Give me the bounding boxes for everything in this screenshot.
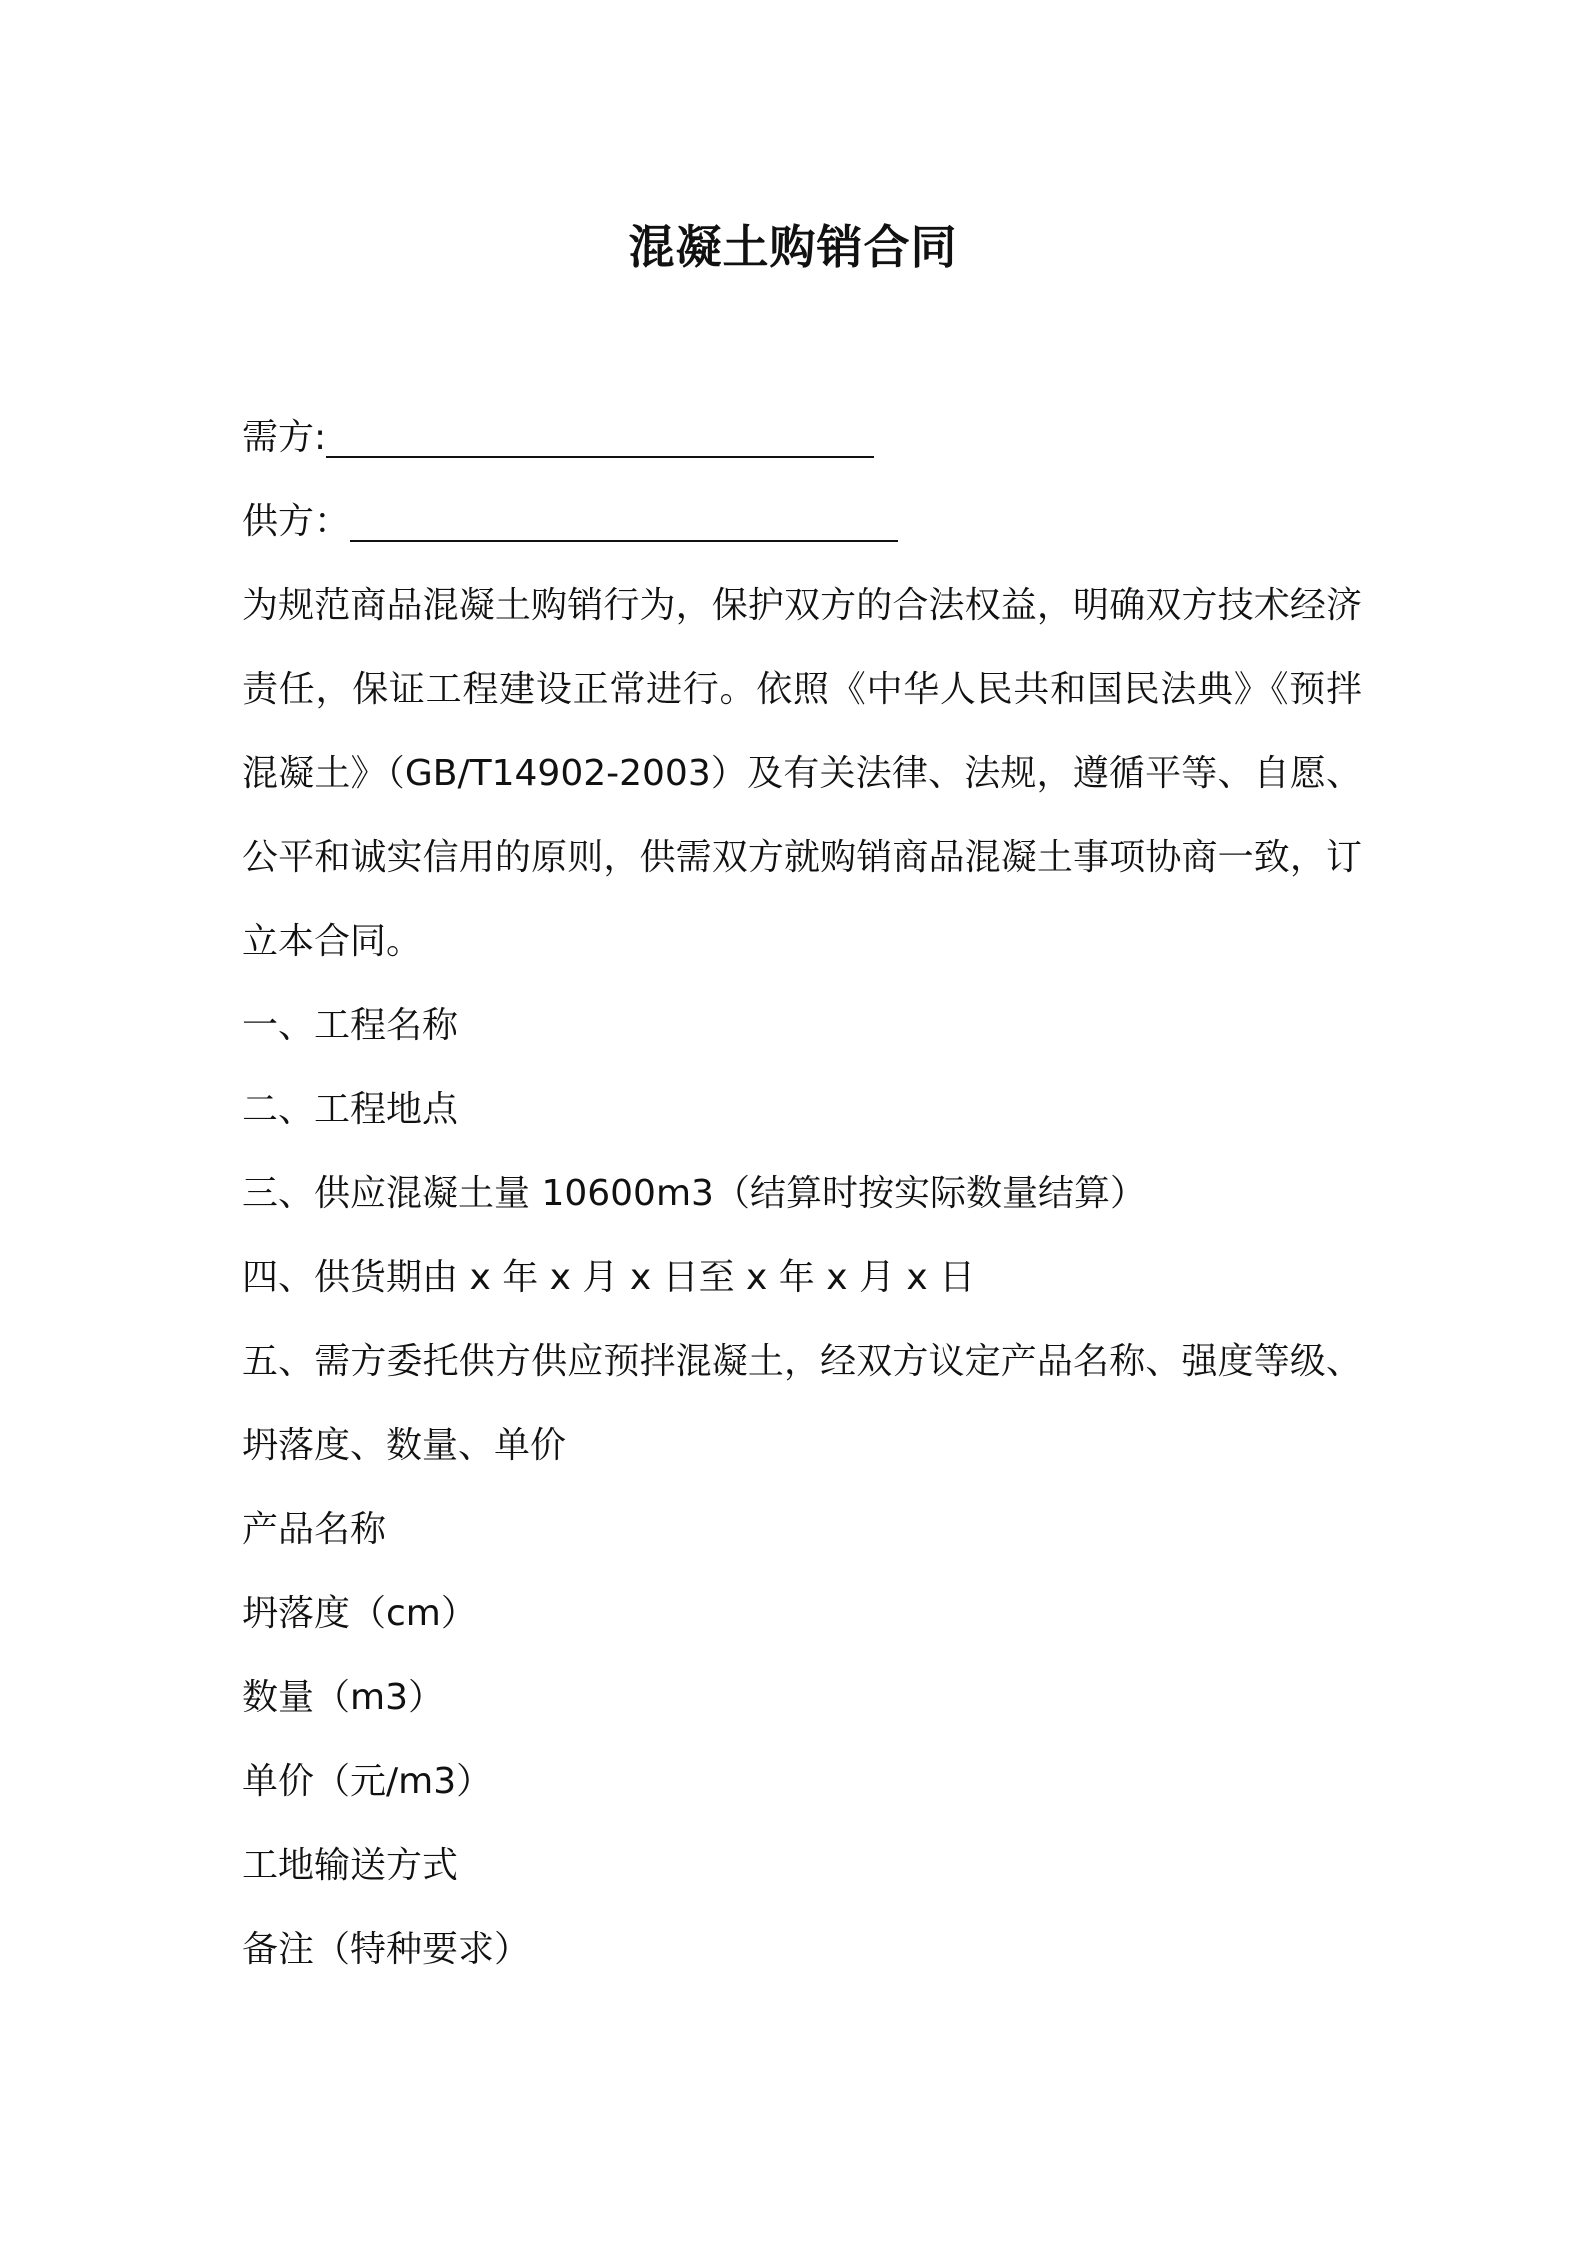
demand-party-blank	[326, 396, 874, 458]
field-product-name: 产品名称	[242, 1509, 387, 1550]
field-delivery-method: 工地输送方式	[242, 1845, 459, 1886]
clause-product-spec: 五、需方委托供方供应预拌混凝土，经双方议定产品名称、强度等级、坍落度、数量、单价	[242, 1341, 1362, 1466]
supply-party-blank	[350, 480, 898, 542]
field-remarks: 备注（特种要求）	[242, 1929, 531, 1970]
document-title: 混凝土购销合同	[628, 220, 958, 274]
field-quantity: 数量（m3）	[242, 1677, 444, 1718]
clause-project-name: 一、工程名称	[242, 1005, 459, 1046]
clause-supply-period: 四、供货期由 x 年 x 月 x 日至 x 年 x 月 x 日	[242, 1257, 976, 1298]
field-unit-price: 单价（元/m3）	[242, 1761, 493, 1802]
supply-party-line	[242, 480, 898, 564]
field-slump: 坍落度（cm）	[242, 1593, 477, 1634]
clause-concrete-quantity: 三、供应混凝土量 10600m3（结算时按实际数量结算）	[242, 1173, 1146, 1214]
demand-party-label: 需方:	[242, 417, 327, 458]
demand-party-line	[242, 396, 874, 480]
preamble-paragraph: 为规范商品混凝土购销行为，保护双方的合法权益，明确双方技术经济责任，保证工程建设正常进行。依照《中华人民共和国民法典》《预拌混凝土》（GB/T14902-2003）及有关法律、法规，遵循平等、自愿、公平和诚实信用的原则，供需双方就购销商品混凝土事项协商一致，订立本合同。	[242, 585, 1362, 962]
supply-party-label: 供方：	[242, 501, 351, 542]
clause-project-location: 二、工程地点	[242, 1089, 459, 1130]
